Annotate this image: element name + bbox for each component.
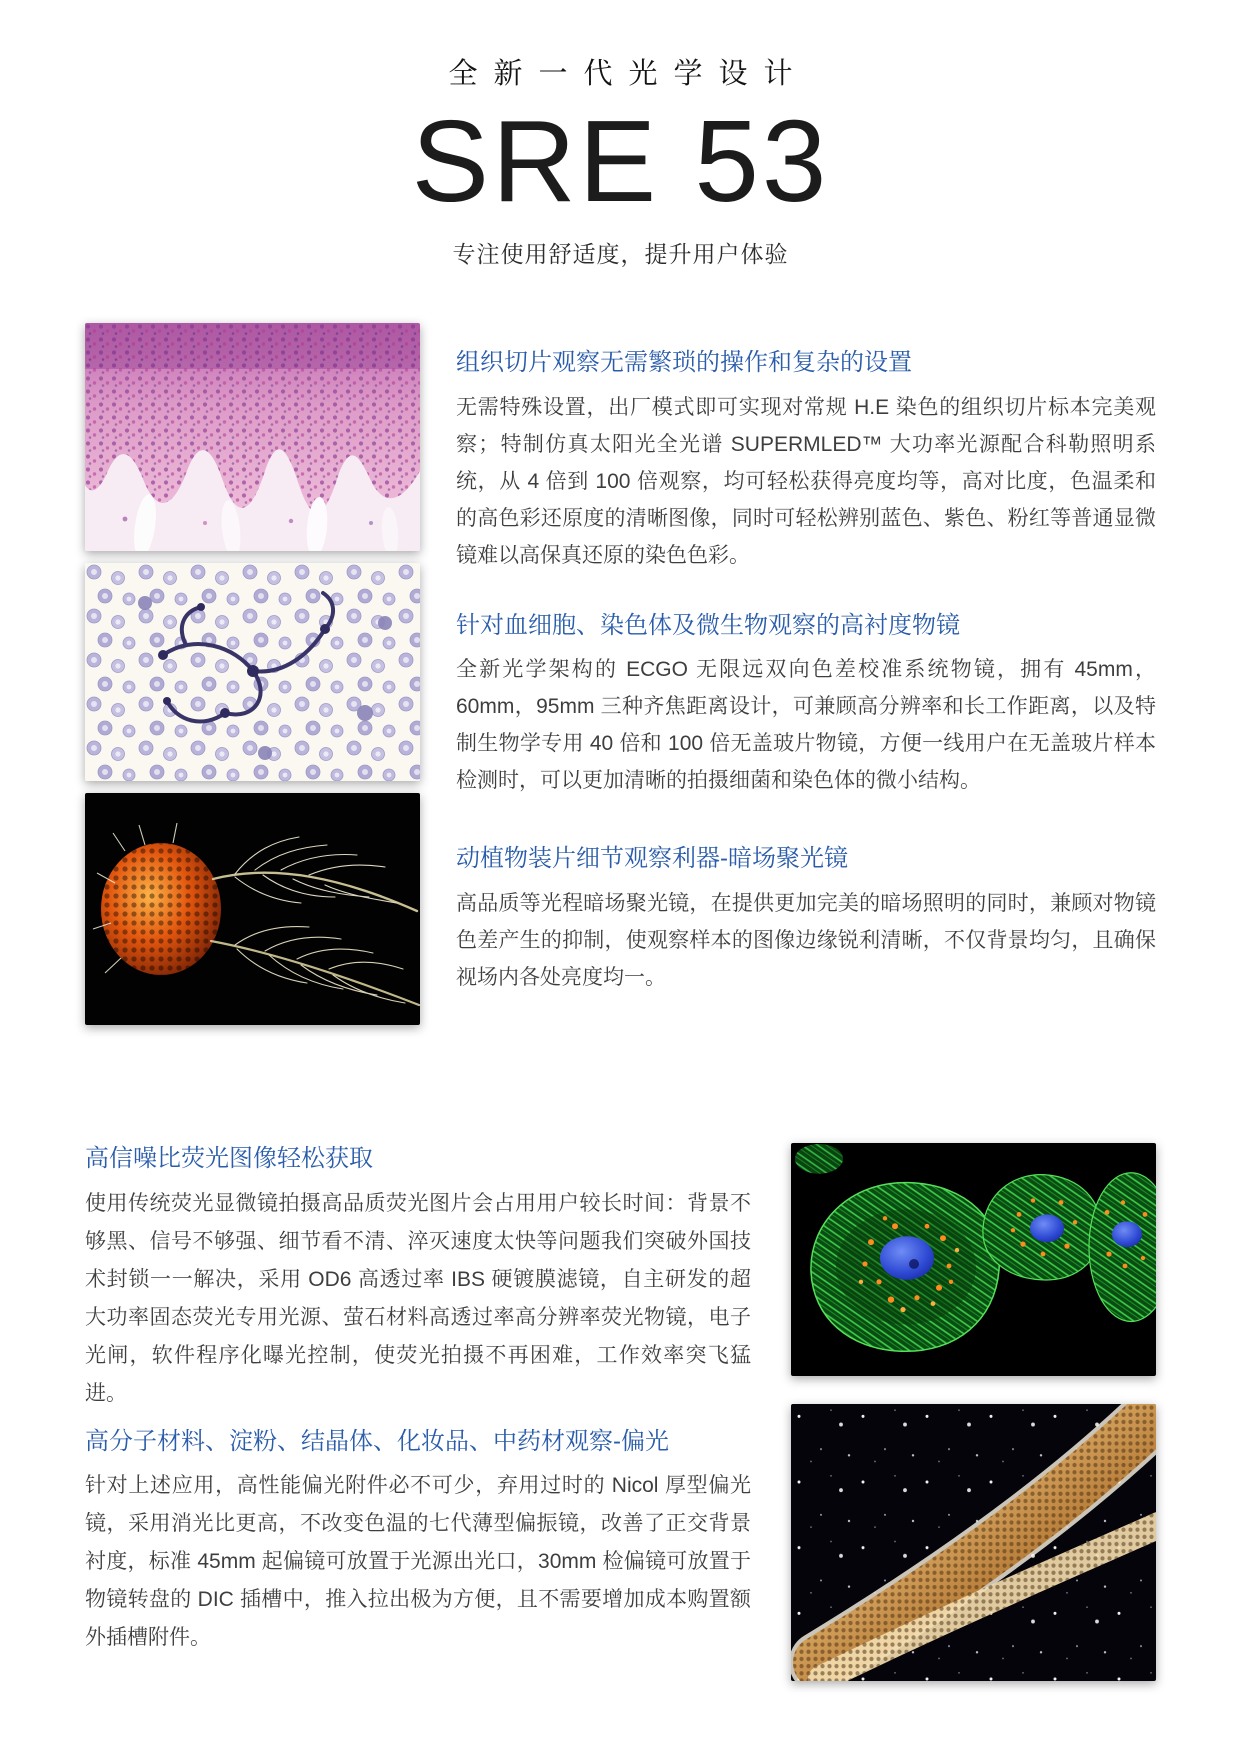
histology-slide-image <box>85 323 420 551</box>
fluorescence-cells-illustration <box>791 1143 1156 1376</box>
polarized-fibers-illustration <box>791 1404 1156 1681</box>
section-polarized-body: 针对上述应用，高性能偏光附件必不可少，弃用过时的 Nicol 厚型偏光镜，采用消光比更高，不改变色温的七代薄型偏振镜，改善了正交背景衬度，标准 45mm 起偏镜可放置于光源出光口，30mm 检偏镜可放置于物镜转盘的 DIC 插槽中，推入拉出极为方便，且不需要增加成本购置额外插槽附件。 <box>85 1474 751 1650</box>
section-tissue <box>456 347 1156 573</box>
section-objectives <box>456 610 1156 799</box>
section-objectives-body: 全新光学架构的 ECGO 无限远双向色差校准系统物镜，拥有 45mm，60mm，95mm 三种齐焦距离设计，可兼顾高分辨率和长工作距离，以及特制生物学专用 40 倍和 100 倍无盖玻片物镜，方便一线用户在无盖玻片样本检测时，可以更加清晰的拍摄细菌和染色体的微小结构。 <box>456 658 1156 793</box>
section-polarized <box>85 1426 751 1657</box>
hero <box>0 0 1241 269</box>
section-tissue-heading: 组织切片观察无需繁琐的操作和复杂的设置 <box>456 349 912 377</box>
section-polarized-heading: 高分子材料、淀粉、结晶体、化妆品、中药材观察-偏光 <box>85 1427 669 1455</box>
main-section <box>0 323 1241 1025</box>
tagline: 专注使用舒适度，提升用户体验 <box>452 241 789 268</box>
section-fluorescence-heading: 高信噪比荧光图像轻松获取 <box>85 1145 373 1173</box>
section-darkfield <box>456 843 1156 995</box>
polarized-fibers-image <box>791 1404 1156 1681</box>
right-text-column <box>456 323 1156 1025</box>
section-fluorescence-body: 使用传统荧光显微镜拍摄高品质荧光图片会占用用户较长时间：背景不够黑、信号不够强、细节看不清、淬灭速度太快等问题我们突破外国技术封锁一一解决，采用 OD6 高透过率 IBS 硬镀膜滤镜，自主研发的超大功率固态荧光专用光源、萤石材料高透过率高分辨率荧光物镜，电子光闸，软件程序化曝光控制，使荧光拍摄不再困难，工作效率突飞猛进。 <box>85 1191 751 1405</box>
blood-smear-illustration <box>85 563 420 781</box>
bottom-section <box>0 1143 1241 1681</box>
section-darkfield-body: 高品质等光程暗场聚光镜，在提供更加完美的暗场照明的同时，兼顾对物镜色差产生的抑制，使观察样本的图像边缘锐利清晰，不仅背景均匀，且确保视场内各处亮度均一。 <box>456 891 1156 989</box>
eyebrow-title: 全新一代光学设计 <box>448 58 809 90</box>
histology-slide-illustration <box>85 323 420 551</box>
bottom-image-stack <box>791 1143 1156 1681</box>
darkfield-insect-image <box>85 793 420 1025</box>
section-objectives-heading: 针对血细胞、染色体及微生物观察的高衬度物镜 <box>456 611 960 639</box>
product-name: SRE 53 <box>411 95 830 226</box>
section-fluorescence <box>85 1143 751 1412</box>
darkfield-insect-illustration <box>85 793 420 1025</box>
fluorescence-cells-image <box>791 1143 1156 1376</box>
bottom-text-column <box>85 1143 751 1681</box>
left-image-stack <box>85 323 420 1025</box>
section-tissue-body: 无需特殊设置，出厂模式即可实现对常规 H.E 染色的组织切片标本完美观察；特制仿真太阳光全光谱 SUPERMLED™ 大功率光源配合科勒照明系统，从 4 倍到 100 倍观察，均可轻松获得亮度均等，高对比度，色温柔和的高色彩还原度的清晰图像，同时可轻松辨别蓝色、紫色、粉红等普通显微镜难以高保真还原的染色色彩。 <box>456 395 1156 567</box>
blood-smear-image <box>85 563 420 781</box>
section-darkfield-heading: 动植物装片细节观察利器-暗场聚光镜 <box>456 845 848 873</box>
